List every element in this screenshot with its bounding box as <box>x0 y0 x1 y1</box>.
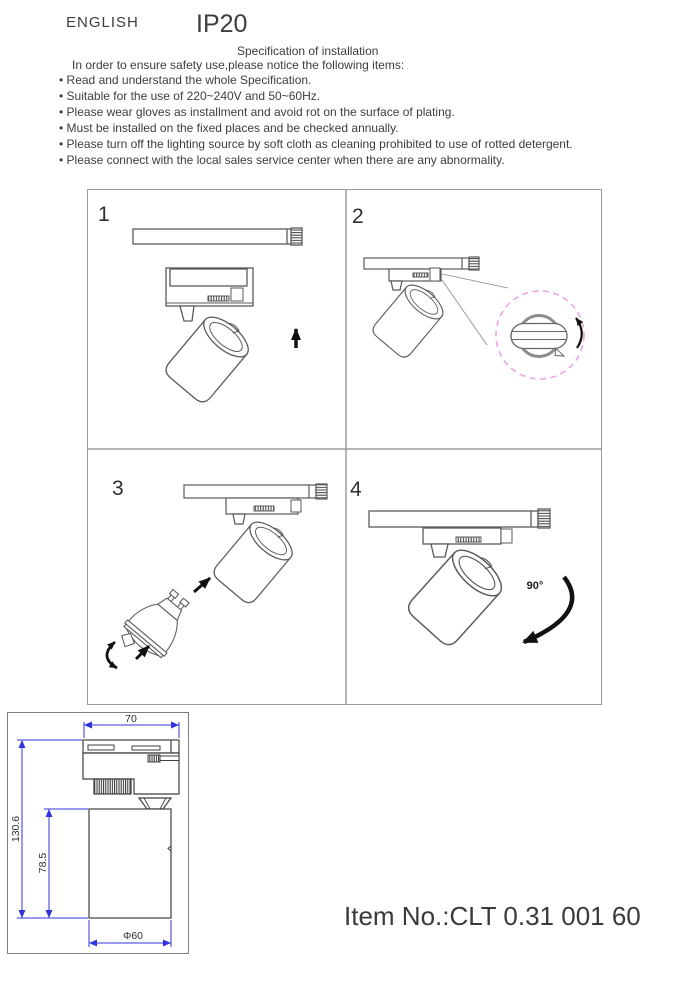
step3-drawing <box>107 484 327 670</box>
step-number-4: 4 <box>350 478 362 501</box>
track-rail <box>133 228 302 245</box>
leader-line <box>442 280 487 345</box>
stem <box>233 514 245 524</box>
stem <box>180 306 194 321</box>
track-rail <box>369 509 550 528</box>
safety-item: • Must be installed on the fixed places and be checked annually. <box>59 120 573 136</box>
insert-arrow-icon <box>194 578 210 592</box>
lamp-body <box>89 809 171 918</box>
knurled-strip-icon <box>208 296 229 301</box>
safety-item: • Suitable for the use of 220~240V and 50~60Hz. <box>59 88 573 104</box>
dim-body-height-label: 78.5 <box>37 852 49 874</box>
stem <box>431 544 448 557</box>
language-label: ENGLISH <box>66 14 139 31</box>
rotate-arrow-icon <box>576 318 582 348</box>
ip-rating-label: IP20 <box>196 10 248 38</box>
track-rail <box>184 484 327 499</box>
safety-item: • Read and understand the whole Specification. <box>59 72 573 88</box>
step1-drawing <box>133 228 302 406</box>
lamp-head <box>162 309 256 406</box>
swivel-joint <box>139 798 171 809</box>
step-number-1: 1 <box>98 203 110 226</box>
step4-drawing <box>369 509 572 649</box>
lamp-head <box>210 514 299 606</box>
track-rail <box>364 257 479 270</box>
leader-line <box>442 274 508 288</box>
track-connector-icon <box>291 228 302 245</box>
step2-drawing <box>364 257 584 379</box>
safety-intro: In order to ensure safety use,please notice the following items: <box>72 58 405 72</box>
twist-arrow-icon <box>107 642 117 668</box>
track-connector-icon <box>538 509 550 528</box>
lamp-head <box>370 278 450 360</box>
adjust-knob <box>430 268 440 281</box>
lamp-head <box>404 541 510 649</box>
dimension-diagram <box>8 713 188 953</box>
installation-steps-grid <box>87 189 602 705</box>
item-number: Item No.:CLT 0.31 001 60 <box>344 901 641 931</box>
track-connector-icon <box>316 484 327 499</box>
track-adapter <box>166 268 253 321</box>
stem <box>391 281 402 290</box>
safety-item: • Please wear gloves as installment and avoid rot on the surface of plating. <box>59 104 573 120</box>
knurled-ring-icon <box>94 779 131 794</box>
rotation-angle-label: 90° <box>526 580 544 592</box>
page-title: Specification of installation <box>237 44 379 58</box>
dim-diameter-label: Φ60 <box>122 930 144 942</box>
step-number-2: 2 <box>352 205 364 228</box>
track-adapter <box>226 498 301 524</box>
safety-item: • Please turn off the lighting source by soft cloth as cleaning prohibited to use of rotted detergent. <box>59 136 573 152</box>
track-connector-icon <box>469 257 479 270</box>
installation-steps-diagram <box>88 190 601 704</box>
step-number-3: 3 <box>112 477 124 500</box>
fixture-side-view <box>83 740 179 918</box>
knurled-strip-icon <box>413 273 428 277</box>
safety-list <box>59 72 573 168</box>
safety-item: • Please connect with the local sales service center when there are any abnormality. <box>59 152 573 168</box>
dim-width-label: 70 <box>125 713 137 725</box>
adjust-knob <box>148 755 160 762</box>
gu10-bulb <box>113 580 200 670</box>
adjust-knob-detail <box>511 316 567 357</box>
knurled-strip-icon <box>254 506 274 511</box>
dim-overall-height-label: 130.6 <box>10 815 22 843</box>
dimension-drawing-box <box>7 712 189 954</box>
knurled-strip-icon <box>456 537 481 542</box>
